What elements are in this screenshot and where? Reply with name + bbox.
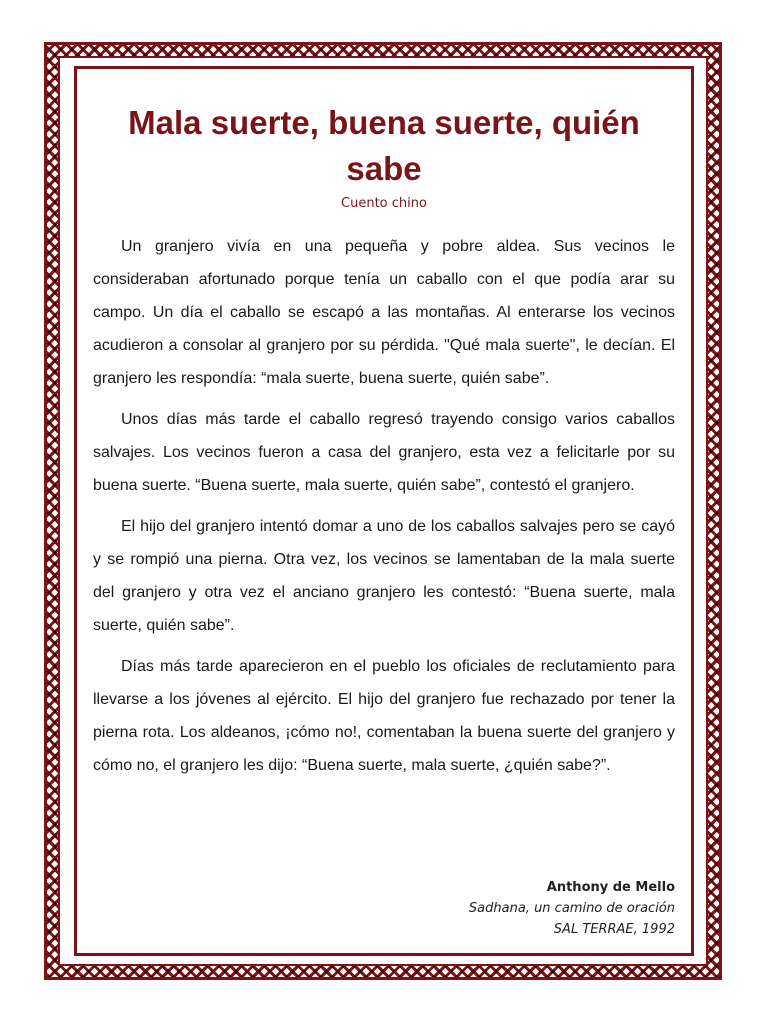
paragraph-3: El hijo del granjero intentó domar a uno de los caballos salvajes pero se cayó y se rompió una pierna. Otra vez, los vecinos se lamentaban de la mala suerte del granjero y otra vez el anciano granjero les contestó: “Buena suerte, mala suerte, quién sabe”. (93, 518, 675, 634)
paragraph-1: Un granjero vivía en una pequeña y pobre aldea. Sus vecinos le consideraban afortunado porque tenía un caballo con el que podía arar su campo. Un día el caballo se escapó a las montañas. Al enterarse los vecinos acudieron a consolar al granjero por su pérdida. "Qué mala suerte", le decían. El granjero les respondía: “mala suerte, buena suerte, quién sabe”. (93, 238, 675, 387)
attribution (300, 877, 675, 940)
publisher-info: SAL TERRAE, 1992 (553, 922, 675, 937)
page-subtitle: Cuento chino (341, 196, 427, 211)
page-title: Mala suerte, buena suerte, quién sabe (128, 104, 640, 187)
author-name: Anthony de Mello (546, 880, 675, 895)
book-title: Sadhana, un camino de oración (468, 901, 675, 916)
paragraph-2: Unos días más tarde el caballo regresó trayendo consigo varios caballos salvajes. Los vecinos fueron a casa del granjero, esta vez a felicitarle por su buena suerte. “Buena suerte, mala suerte, quién sabe”, contestó el granjero. (93, 411, 675, 494)
paragraph-4: Días más tarde aparecieron en el pueblo los oficiales de reclutamiento para llevarse a los jóvenes al ejército. El hijo del granjero fue rechazado por tener la pierna rota. Los aldeanos, ¡cómo no!, comentaban la buena suerte del granjero y cómo no, el granjero les dijo: “Buena suerte, mala suerte, ¿quién sabe?”. (93, 658, 675, 774)
story-body (93, 230, 675, 790)
